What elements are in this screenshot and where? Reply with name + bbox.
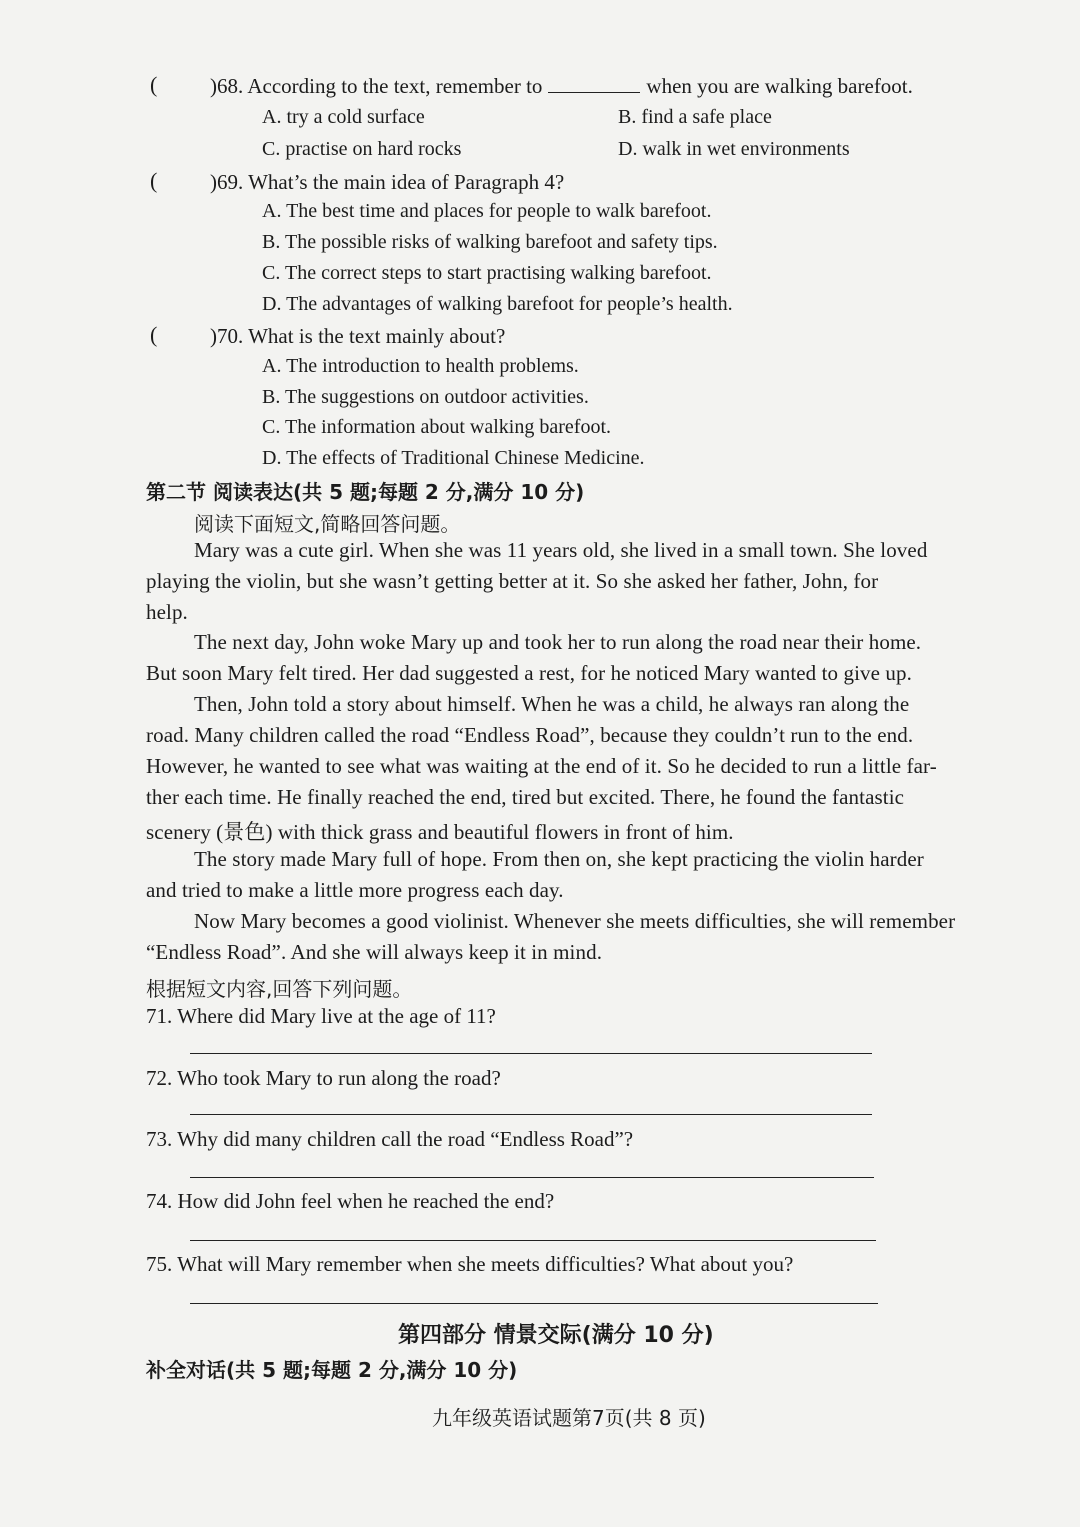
option-a: A. The best time and places for people to walk barefoot. bbox=[262, 200, 712, 222]
answer-line-73[interactable] bbox=[190, 1177, 874, 1178]
passage-line: The story made Mary full of hope. From then on, she kept practicing the violin harder bbox=[194, 847, 924, 871]
passage-line: Then, John told a story about himself. When he was a child, he always ran along the bbox=[194, 692, 910, 716]
answer-line-71[interactable] bbox=[190, 1053, 872, 1054]
inline-blank[interactable] bbox=[548, 76, 640, 93]
passage-line: The next day, John woke Mary up and took her to run along the road near their home. bbox=[194, 630, 922, 654]
option-d: D. The advantages of walking barefoot for people’s health. bbox=[262, 293, 733, 315]
question-stem: )68. According to the text, remember to when you are walking barefoot. bbox=[210, 74, 913, 98]
passage-line: However, he wanted to see what was waiting at the end of it. So he decided to run a little far- bbox=[146, 754, 937, 778]
option-a: A. The introduction to health problems. bbox=[262, 355, 579, 377]
question-stem: )69. What’s the main idea of Paragraph 4? bbox=[210, 170, 565, 194]
passage-line: Now Mary becomes a good violinist. Whenever she meets difficulties, she will remember bbox=[194, 909, 956, 933]
passage-line: But soon Mary felt tired. Her dad suggested a rest, for he noticed Mary wanted to give up. bbox=[146, 661, 912, 685]
question-75: 75. What will Mary remember when she meets difficulties? What about you? bbox=[146, 1252, 794, 1276]
answer-instruction: 根据短文内容,回答下列问题。 bbox=[146, 977, 413, 1001]
passage-line: road. Many children called the road “Endless Road”, because they couldn’t run to the end. bbox=[146, 723, 914, 747]
question-74: 74. How did John feel when he reached the end? bbox=[146, 1189, 555, 1213]
passage-line: Mary was a cute girl. When she was 11 years old, she lived in a small town. She loved bbox=[194, 538, 928, 562]
option-d: D. The effects of Traditional Chinese Medicine. bbox=[262, 447, 645, 469]
answer-paren[interactable]: ( bbox=[150, 168, 158, 193]
part-subtitle: 补全对话(共 5 题;每题 2 分,满分 10 分) bbox=[146, 1358, 518, 1382]
question-71: 71. Where did Mary live at the age of 11? bbox=[146, 1004, 496, 1028]
section-instruction: 阅读下面短文,简略回答问题。 bbox=[194, 512, 461, 536]
passage-line: scenery (景色) with thick grass and beautiful flowers in front of him. bbox=[146, 820, 734, 844]
option-b: B. The possible risks of walking barefoot and safety tips. bbox=[262, 231, 718, 253]
option-d: D. walk in wet environments bbox=[618, 138, 850, 160]
passage-line: and tried to make a little more progress each day. bbox=[146, 878, 564, 902]
passage-line: help. bbox=[146, 600, 188, 624]
passage-line: “Endless Road”. And she will always keep it in mind. bbox=[146, 940, 603, 964]
option-c: C. practise on hard rocks bbox=[262, 138, 462, 160]
option-c: C. The information about walking barefoot. bbox=[262, 416, 611, 438]
answer-paren[interactable]: ( bbox=[150, 72, 158, 97]
answer-line-75[interactable] bbox=[190, 1303, 878, 1304]
answer-line-72[interactable] bbox=[190, 1114, 872, 1115]
answer-line-74[interactable] bbox=[190, 1240, 876, 1241]
question-stem: )70. What is the text mainly about? bbox=[210, 324, 506, 348]
answer-paren[interactable]: ( bbox=[150, 322, 158, 347]
section-title: 第二节 阅读表达(共 5 题;每题 2 分,满分 10 分) bbox=[146, 480, 585, 504]
option-c: C. The correct steps to start practising walking barefoot. bbox=[262, 262, 712, 284]
part-title: 第四部分 情景交际(满分 10 分) bbox=[398, 1323, 714, 1348]
question-73: 73. Why did many children call the road “Endless Road”? bbox=[146, 1127, 634, 1151]
option-b: B. The suggestions on outdoor activities. bbox=[262, 386, 589, 408]
passage-line: ther each time. He finally reached the end, tired but excited. There, he found the fantastic bbox=[146, 785, 905, 809]
option-b: B. find a safe place bbox=[618, 106, 772, 128]
option-a: A. try a cold surface bbox=[262, 106, 425, 128]
question-72: 72. Who took Mary to run along the road? bbox=[146, 1066, 501, 1090]
page-footer: 九年级英语试题第7页(共 8 页) bbox=[432, 1406, 706, 1430]
passage-line: playing the violin, but she wasn’t getting better at it. So she asked her father, John, for bbox=[146, 569, 879, 593]
